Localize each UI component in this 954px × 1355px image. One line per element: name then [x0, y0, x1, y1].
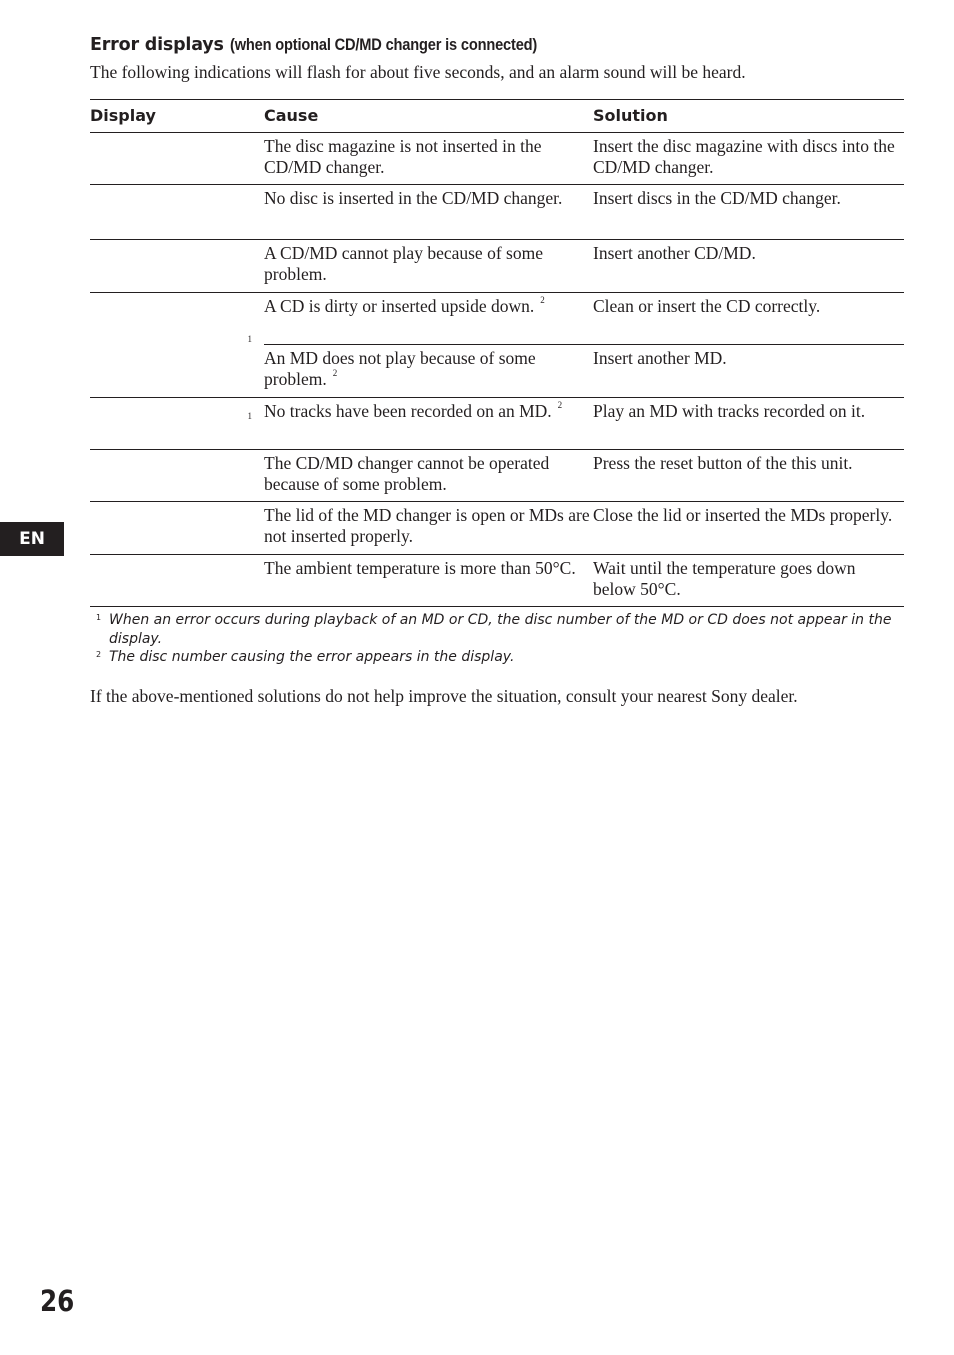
cause-cell: A CD is dirty or inserted upside down. $^2$: [264, 293, 593, 345]
footnote-text: The disc number causing the error appears in the display.: [109, 649, 515, 665]
error-display-table: [90, 99, 904, 607]
cause-cell: No disc is inserted in the CD/MD changer.: [264, 185, 593, 240]
table-row: [90, 240, 904, 293]
cause-cell: A CD/MD cannot play because of some problem.: [264, 240, 593, 293]
solution-cell: Insert another MD.: [593, 345, 904, 398]
footnote-marker: 2: [332, 367, 338, 378]
intro-text: The following indications will flash for about five seconds, and an alarm sound will be heard.: [90, 62, 746, 82]
table-row: [90, 555, 904, 607]
header-cause: Cause: [264, 100, 593, 133]
solution-cell: Press the reset button of the this unit.: [593, 450, 904, 502]
footnotes: [96, 611, 904, 667]
solution-cell: Wait until the temperature goes down below 50°C.: [593, 555, 904, 607]
footnote-number: 1: [96, 613, 102, 622]
footnote-marker: 1: [247, 411, 252, 421]
section-heading: [90, 35, 587, 55]
display-cell: [90, 555, 264, 607]
table-row: [90, 293, 904, 345]
solution-cell: Insert discs in the CD/MD changer.: [593, 185, 904, 240]
footnote-number: 2: [96, 650, 102, 659]
display-cell: [90, 502, 264, 555]
display-cell: [90, 133, 264, 185]
display-cell: [90, 293, 264, 398]
solution-cell: Insert the disc magazine with discs into the CD/MD changer.: [593, 133, 904, 185]
solution-cell: Close the lid or inserted the MDs properly.: [593, 502, 904, 555]
table-row: [90, 185, 904, 240]
footnote-marker: 2: [540, 295, 545, 305]
closing-paragraph: If the above-mentioned solutions do not help improve the situation, consult your nearest Sony dealer.: [90, 686, 798, 706]
display-cell: [90, 185, 264, 240]
solution-cell: Insert another CD/MD.: [593, 240, 904, 293]
footnote-marker: 1: [247, 334, 252, 344]
cause-cell: An MD does not play because of some problem. $^2$: [264, 345, 593, 398]
table-row: [90, 450, 904, 502]
display-cell: [90, 398, 264, 450]
section-subtitle: (when optional CD/MD changer is connected): [229, 35, 537, 54]
footnote-text: When an error occurs during playback of an MD or CD, the disc number of the MD or CD does not appear in the display.: [109, 612, 892, 647]
table-row: [90, 502, 904, 555]
solution-cell: Clean or insert the CD correctly.: [593, 293, 904, 345]
table-row: [90, 133, 904, 185]
display-cell: [90, 240, 264, 293]
table-row: [90, 398, 904, 450]
cause-cell: The lid of the MD changer is open or MDs are not inserted properly.: [264, 502, 593, 555]
display-cell: [90, 450, 264, 502]
cause-cell: The disc magazine is not inserted in the CD/MD changer.: [264, 133, 593, 185]
language-tab: EN: [0, 522, 64, 556]
footnote: [96, 611, 904, 648]
cause-cell: The CD/MD changer cannot be operated because of some problem.: [264, 450, 593, 502]
cause-cell: No tracks have been recorded on an MD. $^2$: [264, 398, 593, 450]
section-title: Error displays: [90, 35, 224, 55]
solution-cell: Play an MD with tracks recorded on it.: [593, 398, 904, 450]
header-display: Display: [90, 100, 264, 133]
footnote: [96, 648, 904, 667]
cause-cell: The ambient temperature is more than 50°C.: [264, 555, 593, 607]
header-solution: Solution: [593, 100, 904, 133]
page-number: 26: [40, 1284, 75, 1318]
table-header-row: [90, 100, 904, 133]
footnote-marker: 2: [557, 400, 563, 410]
